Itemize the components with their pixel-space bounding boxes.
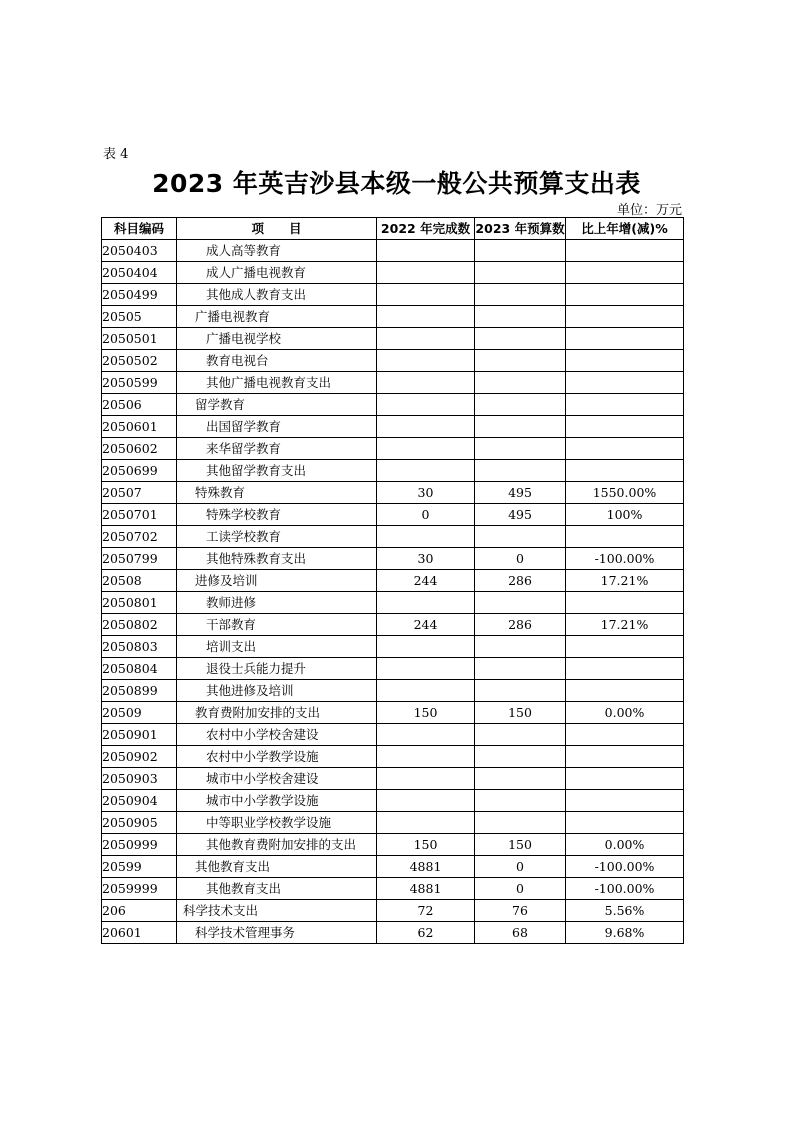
table-row	[102, 636, 684, 658]
done-2022-cell	[377, 680, 475, 702]
code-cell: 2050799	[102, 548, 177, 570]
table-row	[102, 614, 684, 636]
name-cell: 留学教育	[177, 394, 377, 416]
name-cell: 科学技术支出	[177, 900, 377, 922]
done-2022-cell	[377, 658, 475, 680]
name-cell: 来华留学教育	[177, 438, 377, 460]
done-2022-cell	[377, 790, 475, 812]
name-cell: 其他广播电视教育支出	[177, 372, 377, 394]
change-cell	[566, 592, 684, 614]
done-2022-cell: 0	[377, 504, 475, 526]
done-2022-cell	[377, 636, 475, 658]
table-row	[102, 702, 684, 724]
name-cell: 农村中小学校舍建设	[177, 724, 377, 746]
name-cell: 培训支出	[177, 636, 377, 658]
change-cell: -100.00%	[566, 548, 684, 570]
change-cell: 1550.00%	[566, 482, 684, 504]
name-cell: 干部教育	[177, 614, 377, 636]
header-name: 项 目	[177, 218, 377, 240]
table-row	[102, 262, 684, 284]
done-2022-cell	[377, 372, 475, 394]
budget-2023-cell	[475, 658, 566, 680]
table-row	[102, 900, 684, 922]
code-cell: 2050601	[102, 416, 177, 438]
code-cell: 2050599	[102, 372, 177, 394]
budget-2023-cell	[475, 328, 566, 350]
code-cell: 20601	[102, 922, 177, 944]
done-2022-cell	[377, 592, 475, 614]
change-cell	[566, 724, 684, 746]
header-row	[102, 218, 684, 240]
name-cell: 退役士兵能力提升	[177, 658, 377, 680]
budget-2023-cell	[475, 526, 566, 548]
table-row	[102, 548, 684, 570]
table-row	[102, 724, 684, 746]
budget-2023-cell: 286	[475, 570, 566, 592]
table-row	[102, 812, 684, 834]
name-cell: 广播电视教育	[177, 306, 377, 328]
budget-2023-cell	[475, 768, 566, 790]
budget-2023-cell: 495	[475, 482, 566, 504]
code-cell: 20599	[102, 856, 177, 878]
table-row	[102, 240, 684, 262]
change-cell: 0.00%	[566, 834, 684, 856]
done-2022-cell	[377, 284, 475, 306]
budget-2023-cell	[475, 394, 566, 416]
done-2022-cell: 4881	[377, 856, 475, 878]
code-cell: 20506	[102, 394, 177, 416]
code-cell: 2050899	[102, 680, 177, 702]
budget-2023-cell	[475, 746, 566, 768]
budget-2023-cell	[475, 460, 566, 482]
name-cell: 教育费附加安排的支出	[177, 702, 377, 724]
code-cell: 206	[102, 900, 177, 922]
change-cell	[566, 394, 684, 416]
change-cell	[566, 306, 684, 328]
change-cell	[566, 460, 684, 482]
change-cell	[566, 680, 684, 702]
change-cell	[566, 526, 684, 548]
name-cell: 出国留学教育	[177, 416, 377, 438]
table-row	[102, 768, 684, 790]
code-cell: 2050903	[102, 768, 177, 790]
table-row	[102, 790, 684, 812]
budget-2023-cell	[475, 306, 566, 328]
name-cell: 工读学校教育	[177, 526, 377, 548]
table-row	[102, 570, 684, 592]
change-cell	[566, 658, 684, 680]
budget-2023-cell	[475, 724, 566, 746]
budget-2023-cell	[475, 438, 566, 460]
code-cell: 2050702	[102, 526, 177, 548]
done-2022-cell: 72	[377, 900, 475, 922]
done-2022-cell	[377, 394, 475, 416]
budget-2023-cell: 0	[475, 878, 566, 900]
code-cell: 20509	[102, 702, 177, 724]
change-cell	[566, 350, 684, 372]
done-2022-cell: 30	[377, 482, 475, 504]
code-cell: 2050499	[102, 284, 177, 306]
budget-2023-cell	[475, 636, 566, 658]
table-label: 表 4	[103, 147, 129, 162]
done-2022-cell	[377, 328, 475, 350]
code-cell: 2050999	[102, 834, 177, 856]
done-2022-cell: 4881	[377, 878, 475, 900]
code-cell: 2050404	[102, 262, 177, 284]
done-2022-cell: 150	[377, 702, 475, 724]
name-cell: 其他教育支出	[177, 856, 377, 878]
table-row	[102, 592, 684, 614]
budget-table	[101, 217, 684, 944]
table-row	[102, 834, 684, 856]
change-cell	[566, 240, 684, 262]
budget-2023-cell	[475, 790, 566, 812]
code-cell: 20507	[102, 482, 177, 504]
code-cell: 2050804	[102, 658, 177, 680]
table-row	[102, 306, 684, 328]
table-row	[102, 460, 684, 482]
header-budget-2023: 2023 年预算数	[475, 218, 566, 240]
done-2022-cell	[377, 812, 475, 834]
name-cell: 中等职业学校教学设施	[177, 812, 377, 834]
code-cell: 2050602	[102, 438, 177, 460]
table-row	[102, 284, 684, 306]
table-row	[102, 416, 684, 438]
change-cell: -100.00%	[566, 878, 684, 900]
name-cell: 其他成人教育支出	[177, 284, 377, 306]
table-row	[102, 878, 684, 900]
table-row	[102, 922, 684, 944]
done-2022-cell	[377, 262, 475, 284]
done-2022-cell	[377, 724, 475, 746]
budget-2023-cell	[475, 680, 566, 702]
done-2022-cell: 62	[377, 922, 475, 944]
table-row	[102, 372, 684, 394]
code-cell: 20508	[102, 570, 177, 592]
change-cell: 17.21%	[566, 614, 684, 636]
done-2022-cell: 244	[377, 570, 475, 592]
code-cell: 2050699	[102, 460, 177, 482]
table-body	[102, 240, 684, 944]
name-cell: 其他教育费附加安排的支出	[177, 834, 377, 856]
name-cell: 教师进修	[177, 592, 377, 614]
change-cell	[566, 262, 684, 284]
change-cell	[566, 438, 684, 460]
code-cell: 2050502	[102, 350, 177, 372]
name-cell: 进修及培训	[177, 570, 377, 592]
change-cell	[566, 284, 684, 306]
table-row	[102, 482, 684, 504]
code-cell: 2050902	[102, 746, 177, 768]
change-cell	[566, 746, 684, 768]
change-cell: 0.00%	[566, 702, 684, 724]
unit-label: 单位：万元	[616, 203, 682, 218]
budget-2023-cell: 0	[475, 548, 566, 570]
budget-2023-cell: 76	[475, 900, 566, 922]
change-cell: 9.68%	[566, 922, 684, 944]
name-cell: 特殊教育	[177, 482, 377, 504]
page-title: 2023 年英吉沙县本级一般公共预算支出表	[152, 169, 641, 198]
done-2022-cell	[377, 438, 475, 460]
table-row	[102, 658, 684, 680]
name-cell: 农村中小学教学设施	[177, 746, 377, 768]
code-cell: 2050904	[102, 790, 177, 812]
change-cell	[566, 372, 684, 394]
table-row	[102, 856, 684, 878]
name-cell: 广播电视学校	[177, 328, 377, 350]
change-cell: 100%	[566, 504, 684, 526]
budget-2023-cell	[475, 262, 566, 284]
done-2022-cell	[377, 416, 475, 438]
budget-2023-cell	[475, 592, 566, 614]
done-2022-cell: 244	[377, 614, 475, 636]
table-row	[102, 438, 684, 460]
name-cell: 特殊学校教育	[177, 504, 377, 526]
budget-2023-cell: 68	[475, 922, 566, 944]
done-2022-cell	[377, 746, 475, 768]
code-cell: 2050701	[102, 504, 177, 526]
header-done-2022: 2022 年完成数	[377, 218, 475, 240]
change-cell	[566, 328, 684, 350]
done-2022-cell	[377, 526, 475, 548]
budget-2023-cell: 286	[475, 614, 566, 636]
change-cell	[566, 416, 684, 438]
name-cell: 其他特殊教育支出	[177, 548, 377, 570]
name-cell: 其他留学教育支出	[177, 460, 377, 482]
done-2022-cell	[377, 350, 475, 372]
done-2022-cell	[377, 306, 475, 328]
header-code: 科目编码	[102, 218, 177, 240]
name-cell: 城市中小学校舍建设	[177, 768, 377, 790]
budget-2023-cell	[475, 284, 566, 306]
name-cell: 成人广播电视教育	[177, 262, 377, 284]
code-cell: 2050801	[102, 592, 177, 614]
table-row	[102, 350, 684, 372]
code-cell: 2050403	[102, 240, 177, 262]
change-cell	[566, 790, 684, 812]
budget-2023-cell	[475, 416, 566, 438]
table-row	[102, 746, 684, 768]
budget-2023-cell	[475, 812, 566, 834]
budget-2023-cell	[475, 350, 566, 372]
code-cell: 20505	[102, 306, 177, 328]
change-cell	[566, 636, 684, 658]
table-row	[102, 680, 684, 702]
done-2022-cell	[377, 460, 475, 482]
budget-2023-cell	[475, 372, 566, 394]
change-cell: 5.56%	[566, 900, 684, 922]
budget-2023-cell	[475, 240, 566, 262]
table-row	[102, 394, 684, 416]
code-cell: 2050901	[102, 724, 177, 746]
done-2022-cell	[377, 768, 475, 790]
change-cell: 17.21%	[566, 570, 684, 592]
table-row	[102, 504, 684, 526]
name-cell: 教育电视台	[177, 350, 377, 372]
name-cell: 城市中小学教学设施	[177, 790, 377, 812]
code-cell: 2050803	[102, 636, 177, 658]
header-change: 比上年增(减)%	[566, 218, 684, 240]
done-2022-cell: 30	[377, 548, 475, 570]
code-cell: 2050802	[102, 614, 177, 636]
change-cell	[566, 812, 684, 834]
budget-2023-cell: 150	[475, 702, 566, 724]
table-row	[102, 526, 684, 548]
change-cell: -100.00%	[566, 856, 684, 878]
table-row	[102, 328, 684, 350]
code-cell: 2059999	[102, 878, 177, 900]
code-cell: 2050905	[102, 812, 177, 834]
name-cell: 其他进修及培训	[177, 680, 377, 702]
name-cell: 其他教育支出	[177, 878, 377, 900]
budget-2023-cell: 150	[475, 834, 566, 856]
change-cell	[566, 768, 684, 790]
budget-2023-cell: 495	[475, 504, 566, 526]
budget-2023-cell: 0	[475, 856, 566, 878]
code-cell: 2050501	[102, 328, 177, 350]
done-2022-cell	[377, 240, 475, 262]
name-cell: 成人高等教育	[177, 240, 377, 262]
done-2022-cell: 150	[377, 834, 475, 856]
name-cell: 科学技术管理事务	[177, 922, 377, 944]
